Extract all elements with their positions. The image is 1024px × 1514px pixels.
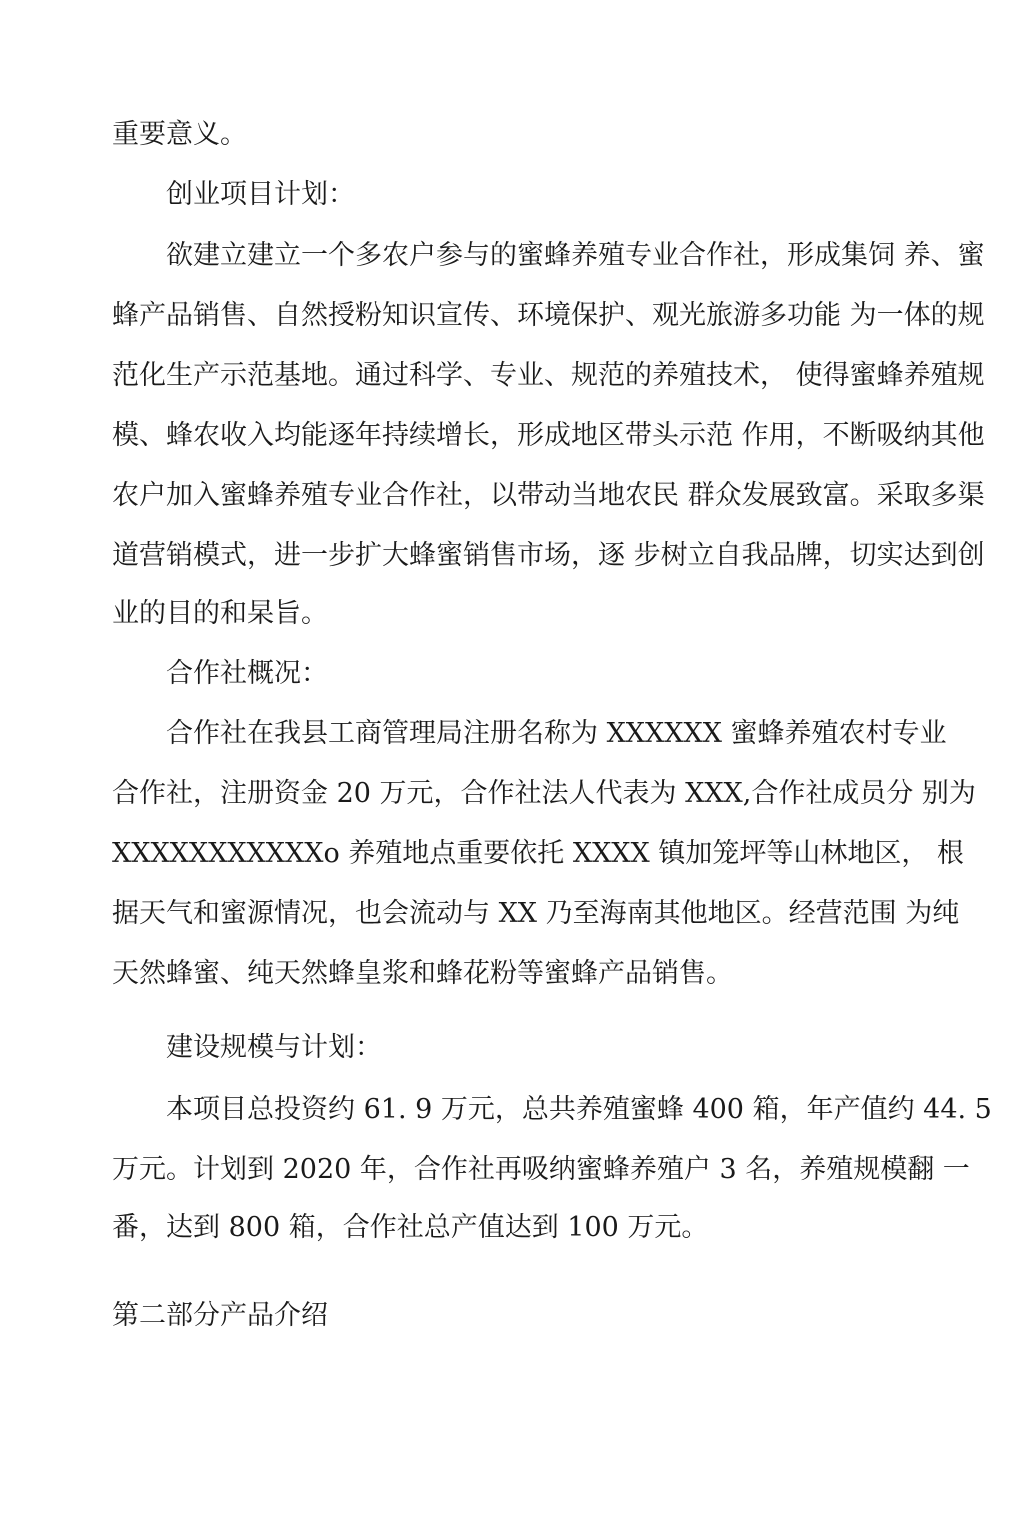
text-line: 范化生产示范基地。通过科学、专业、规范的养殖技术， 使得蜜蜂养殖规 bbox=[112, 360, 985, 391]
text-line: 番，达到 800 箱，合作社总产值达到 100 万元。 bbox=[112, 1212, 709, 1243]
text-line: 据天气和蜜源情况，也会流动与 XX 乃至海南其他地区。经营范围 为纯 bbox=[112, 898, 960, 929]
text-line: 天然蜂蜜、纯天然蜂皇浆和蜂花粉等蜜蜂产品销售。 bbox=[112, 958, 733, 989]
text-line: 农户加入蜜蜂养殖专业合作社，以带动当地农民 群众发展致富。采取多渠 bbox=[112, 480, 985, 511]
text-line: 模、蜂农收入均能逐年持续增长，形成地区带头示范 作用，不断吸纳其他 bbox=[112, 420, 985, 451]
section-heading-plan: 创业项目计划： bbox=[166, 179, 355, 210]
text-line: 万元。计划到 2020 年，合作社再吸纳蜜蜂养殖户 3 名，养殖规模翻 一 bbox=[112, 1154, 970, 1185]
text-line: 蜂产品销售、自然授粉知识宣传、环境保护、观光旅游多功能 为一体的规 bbox=[112, 300, 985, 331]
text-line: 业的目的和杲旨。 bbox=[112, 598, 328, 629]
part-heading: 第二部分产品介绍 bbox=[112, 1300, 328, 1331]
text-line: 重要意义。 bbox=[112, 119, 247, 150]
text-line: XXXXXXXXXXXo 养殖地点重要依托 XXXX 镇加笼坪等山林地区， 根 bbox=[112, 838, 964, 869]
text-line: 合作社，注册资金 20 万元，合作社法人代表为 XXX,合作社成员分 别为 bbox=[112, 778, 976, 809]
text-line: 欲建立建立一个多农户参与的蜜蜂养殖专业合作社，形成集饲 养、蜜 bbox=[166, 240, 985, 271]
section-heading-overview: 合作社概况： bbox=[166, 658, 328, 689]
text-line: 本项目总投资约 61. 9 万元，总共养殖蜜蜂 400 箱，年产值约 44. 5 bbox=[166, 1094, 992, 1125]
text-line: 合作社在我县工商管理局注册名称为 XXXXXX 蜜蜂养殖农村专业 bbox=[166, 718, 947, 749]
text-line: 道营销模式，进一步扩大蜂蜜销售市场，逐 步树立自我品牌，切实达到创 bbox=[112, 540, 985, 571]
section-heading-scale: 建设规模与计划： bbox=[166, 1032, 382, 1063]
